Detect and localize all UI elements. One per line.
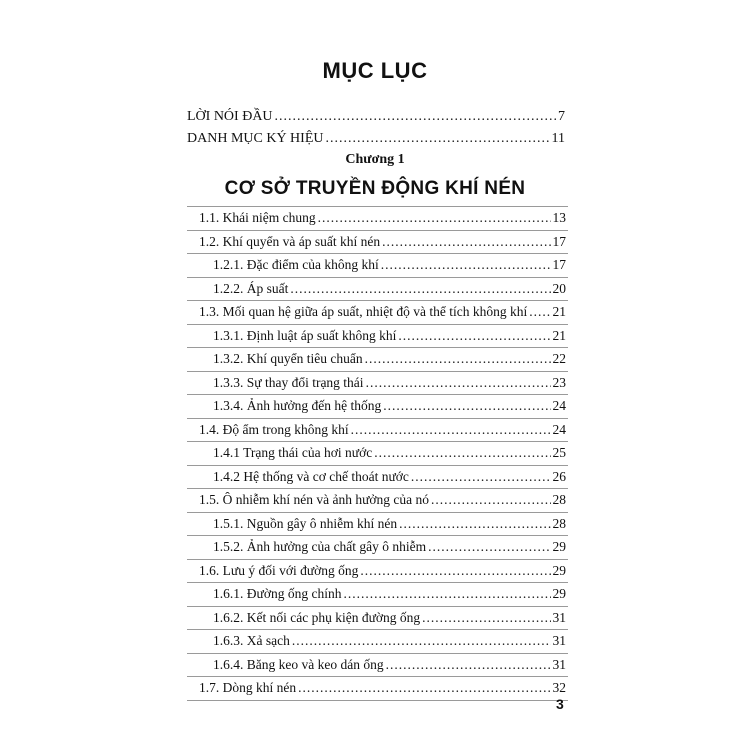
toc-entry-text: 1.6.1. Đường ống chính [213,586,342,602]
chapter-label: Chương 1 [345,152,405,167]
dot-leader [292,633,551,649]
toc-entry-page: 31 [552,633,566,649]
toc-entry-page: 29 [552,539,566,555]
dot-leader [366,375,551,391]
toc-entry-text: 1.6. Lưu ý đối với đường ống [199,562,359,578]
toc-entry-page: 31 [552,609,566,625]
toc-entry-page: 25 [552,445,566,461]
toc-row [187,301,568,325]
toc-entry-page: 31 [552,656,566,672]
dot-leader [365,351,551,367]
toc-entry-text: 1.7. Dòng khí nén [199,680,297,696]
entry-text: LỜI NÓI ĐẦU [187,109,273,124]
toc-entry-page: 20 [552,280,566,296]
toc-row [187,442,568,466]
entry-page: 11 [551,131,565,146]
toc-row [187,560,568,584]
toc-entry-page: 21 [552,327,566,343]
dot-leader [374,445,550,461]
toc-row [187,254,568,278]
toc-entry-text: 1.6.3. Xả sạch [213,633,290,649]
toc-row [187,536,568,560]
toc-entry-text: 1.4.2 Hệ thống và cơ chế thoát nước [213,468,409,484]
toc-row [187,583,568,607]
toc-row [187,348,568,372]
toc-row [187,325,568,349]
toc-row [187,372,568,396]
dot-leader [343,586,550,602]
toc-table [187,206,568,701]
toc-row [187,207,568,231]
chapter-title: CƠ SỞ TRUYỀN ĐỘNG KHÍ NÉN [224,178,526,199]
toc-entry-page: 29 [552,586,566,602]
dot-leader [411,469,551,485]
dot-leader [529,304,550,320]
page-title: MỤC LỤC [322,58,428,83]
toc-entry-page: 26 [552,468,566,484]
dot-leader [398,328,550,344]
dot-leader [360,563,550,579]
entry-page: 7 [558,109,565,124]
toc-entry-text: 1.4.1 Trạng thái của hơi nước [213,445,373,461]
toc-entry-text: 1.2. Khí quyển và áp suất khí nén [199,233,381,249]
front-matter-entry-preface [187,108,567,126]
toc-entry-text: 1.6.4. Băng keo và keo dán ống [213,656,384,672]
toc-entry-text: 1.2.2. Áp suất [213,280,289,296]
toc-row [187,677,568,701]
dot-leader [290,281,550,297]
toc-entry-page: 29 [552,562,566,578]
toc-entry-text: 1.4. Độ ẩm trong không khí [199,421,349,437]
toc-entry-page: 24 [552,398,566,414]
toc-entry-text: 1.3.3. Sự thay đổi trạng thái [213,374,364,390]
toc-entry-page: 28 [552,515,566,531]
toc-entry-page: 13 [552,210,566,226]
toc-entry-page: 22 [552,351,566,367]
dot-leader [386,657,551,673]
toc-entry-text: 1.5. Ô nhiễm khí nén và ảnh hưởng của nó [199,492,430,508]
toc-row [187,654,568,678]
toc-row [187,630,568,654]
dot-leader [431,492,550,508]
toc-entry-text: 1.5.1. Nguồn gây ô nhiễm khí nén [213,515,398,531]
toc-entry-text: 1.3.1. Định luật áp suất không khí [213,327,397,343]
toc-entry-text: 1.3.2. Khí quyển tiêu chuẩn [213,351,363,367]
toc-entry-page: 32 [552,680,566,696]
toc-row [187,489,568,513]
dot-leader [383,398,550,414]
toc-entry-text: 1.5.2. Ảnh hưởng của chất gây ô nhiễm [213,539,427,555]
dot-leader [399,516,550,532]
toc-entry-page: 17 [552,257,566,273]
dot-leader [422,610,550,626]
toc-entry-page: 23 [552,374,566,390]
toc-entry-text: 1.2.1. Đặc điểm của không khí [213,257,379,273]
front-matter-entry-symbols [187,130,567,148]
toc-entry-page: 24 [552,421,566,437]
toc-entry-page: 17 [552,233,566,249]
toc-entry-text: 1.6.2. Kết nối các phụ kiện đường ống [213,609,421,625]
dot-leader [351,422,551,438]
toc-entry-text: 1.3. Mối quan hệ giữa áp suất, nhiệt độ và thể tích không khí [199,304,528,320]
dot-leader [428,539,550,555]
dot-leader [318,210,551,226]
toc-row [187,513,568,537]
toc-entry-page: 28 [552,492,566,508]
dot-leader [381,257,551,273]
toc-row [187,466,568,490]
dot-leader [275,108,556,126]
toc-row [187,395,568,419]
toc-entry-text: 1.1. Khái niệm chung [199,210,316,226]
toc-entry-page: 21 [552,304,566,320]
entry-text: DANH MỤC KÝ HIỆU [187,131,324,146]
toc-row [187,231,568,255]
toc-row [187,419,568,443]
dot-leader [382,234,550,250]
page-number: 3 [556,696,564,712]
toc-entry-text: 1.3.4. Ảnh hưởng đến hệ thống [213,398,382,414]
toc-row [187,607,568,631]
dot-leader [298,680,550,696]
dot-leader [326,130,550,148]
toc-row [187,278,568,302]
